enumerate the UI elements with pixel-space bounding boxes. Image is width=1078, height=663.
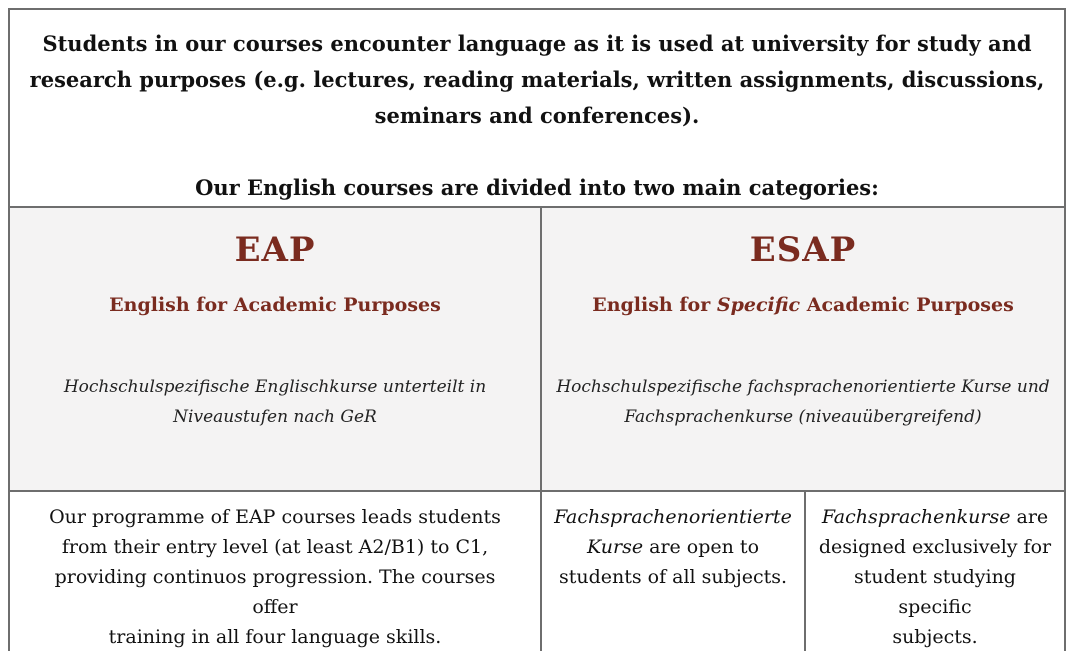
eap-german-line-2: Niveaustufen nach GeR [173,407,377,427]
intro-section [10,10,1064,208]
eap-description-line-3: providing continuos progression. The courses offer [54,566,496,618]
intro-line-3: seminars and conferences). [374,103,700,128]
fsk-line-4: subjects. [892,626,978,648]
categories-heading: Our English courses are divided into two main categories: [195,175,879,200]
esap-german-description [548,372,1058,432]
fsk-line-1 [816,502,1054,532]
esap-title: ESAP [749,230,857,270]
esap-column [540,208,1064,490]
description-row [10,492,1064,651]
esap-subtitle-part-1: English for [592,294,717,316]
intro-line-1: Students in our courses encounter language as it is used at university for study and [42,31,1032,56]
fso-line-3: students of all subjects. [558,566,788,588]
fsk-word: Fachsprachenkurse [821,506,1011,528]
esap-subtitle-part-2: Academic Purposes [800,294,1014,316]
course-overview-table [8,8,1066,651]
intro-line-2: research purposes (e.g. lectures, reading materials, written assignments, discussions, [29,67,1045,92]
eap-column [10,208,540,490]
eap-title: EAP [234,230,316,270]
eap-german-line-1: Hochschulspezifische Englischkurse unterteilt in [63,377,487,397]
esap-subtitle-specific: Specific [716,294,801,316]
fsk-line-2: designed exclusively for [818,536,1052,558]
eap-description-cell [10,492,540,651]
fsk-line-1-rest: are [1010,506,1049,528]
category-header-row [10,208,1064,492]
eap-description-line-2: from their entry level (at least A2/B1) to C1, [61,536,489,558]
esap-german-line-2: Fachsprachenkurse (niveauübergreifend) [624,407,982,427]
fso-kurse-word: Kurse [586,536,644,558]
eap-german-description [35,372,515,432]
eap-subtitle: English for Academic Purposes [109,294,441,316]
eap-description-line-4: training in all four language skills. [108,626,442,648]
esap-german-line-1: Hochschulspezifische fachsprachenorientierte Kurse und [556,377,1050,397]
fso-line-2 [552,532,794,562]
eap-description-line-1: Our programme of EAP courses leads students [49,506,501,528]
fachsprachenorientierte-cell [540,492,804,651]
esap-subtitle [542,294,1064,316]
fso-line-1: Fachsprachenorientierte [554,506,792,528]
fso-line-2-rest: are open to [643,536,760,558]
fachsprachenkurse-cell [804,492,1064,651]
fsk-line-3: student studying specific [854,566,1016,618]
